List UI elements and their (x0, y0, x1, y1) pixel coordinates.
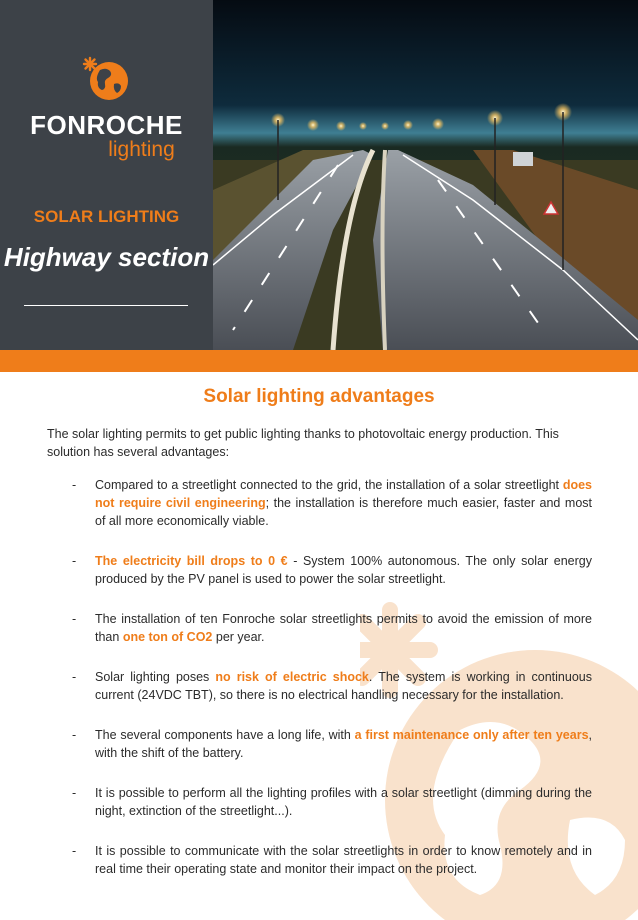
item-text: It is possible to perform all the lighting profiles with a solar streetlight (dimming during the night, extinction of the streetlight...). (95, 786, 592, 818)
item-text: Compared to a streetlight connected to the grid, the installation of a solar streetlight (95, 478, 563, 492)
orange-band (0, 350, 638, 372)
list-dash: - (72, 554, 77, 568)
category-title: SOLAR LIGHTING (33, 207, 180, 226)
list-item (72, 668, 592, 704)
page-title: Solar lighting advantages (203, 386, 435, 407)
brand-name: FONROCHE (30, 110, 183, 140)
brand-panel (0, 0, 213, 350)
header (0, 0, 638, 350)
item-text: The installation of ten Fonroche solar streetlights permits to avoid the emission of more than (95, 612, 592, 644)
item-text: The several components have a long life, with (95, 728, 355, 742)
section-title: Highway section (3, 242, 210, 272)
list-item (72, 552, 592, 588)
highlight-text: does not require civil engineering (95, 478, 592, 510)
intro-paragraph: The solar lighting permits to get public lighting thanks to photovoltaic energy production. This solution has several advantages: (47, 427, 559, 459)
advantages-list (72, 476, 592, 878)
item-text: Solar lighting poses (95, 670, 216, 684)
item-text: - System 100% autonomous. The only solar energy produced by the PV panel is used to power the solar streetlight. (95, 554, 592, 586)
highlight-text: one ton of CO2 (122, 630, 213, 644)
brand-sub: lighting (108, 138, 175, 161)
item-text: . The system is working in continuous current (24VDC TBT), so there is no electrical handling necessary for the installation. (95, 670, 592, 702)
sun-globe-icon (78, 50, 134, 106)
list-item (72, 842, 592, 878)
list-dash: - (72, 728, 77, 742)
list-item (72, 784, 592, 820)
highlight-text: a first maintenance only after ten years (354, 728, 589, 742)
list-dash: - (72, 844, 77, 858)
highway-night-photo (213, 0, 638, 350)
list-item (72, 726, 592, 762)
title-underline (24, 305, 188, 306)
list-dash: - (72, 612, 77, 626)
item-text: per year. (212, 630, 265, 644)
highlight-text: no risk of electric shock (215, 670, 369, 684)
item-text: , with the shift of the battery. (95, 728, 593, 760)
list-dash: - (72, 786, 77, 800)
list-item (72, 476, 592, 530)
highlight-text: The electricity bill drops to 0 € (95, 554, 288, 568)
list-dash: - (72, 478, 77, 492)
item-text: ; the installation is therefore much easier, faster and most of all more economically viable. (95, 496, 592, 528)
list-dash: - (72, 670, 77, 684)
list-item (72, 610, 592, 646)
item-text: It is possible to communicate with the solar streetlights in order to know remotely and in real time their operating state and monitor their impact on the project. (95, 844, 592, 876)
